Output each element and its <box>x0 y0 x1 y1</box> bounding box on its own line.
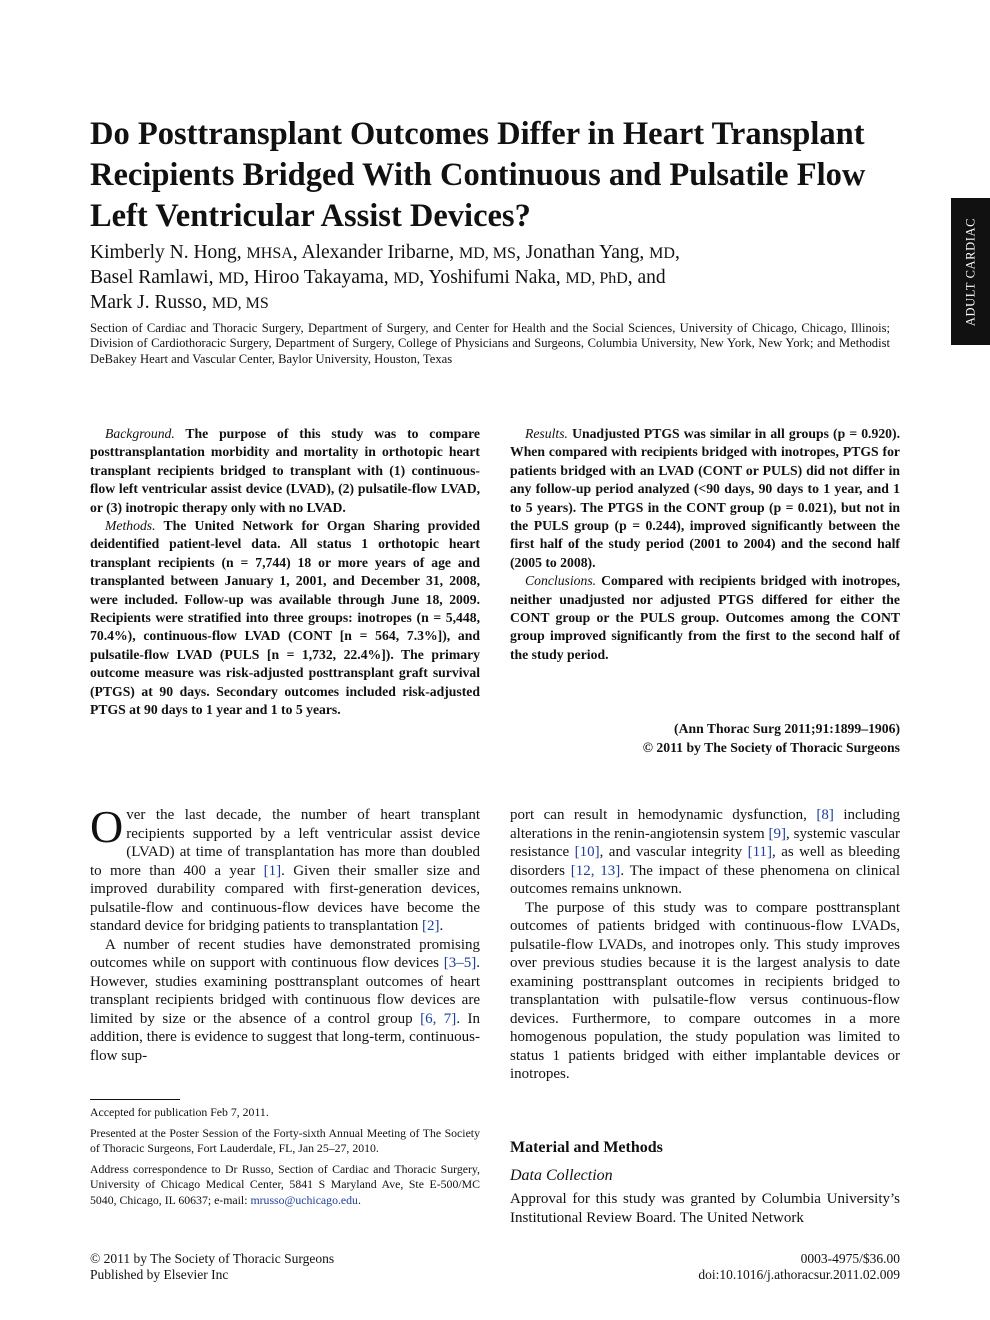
body-paragraph <box>90 801 481 936</box>
author-degrees: MHSA <box>246 245 293 262</box>
abstract-label: Background. <box>105 426 175 441</box>
abstract-background <box>90 425 480 517</box>
body-left-column <box>90 801 481 1065</box>
footnotes <box>90 1105 480 1213</box>
author-name: Mark J. Russo <box>90 292 203 313</box>
body-paragraph: Approval for this study was granted by Columbia University’s Institutional Review Board. The United Network <box>510 1191 900 1226</box>
citation-journal: (Ann Thorac Surg 2011;91:1899–1906) <box>674 721 900 736</box>
body-text: . However, studies examining posttransplant outcomes of heart transplant recipients bridged with continuous flow devices are limited by size or the absence of a control group <box>90 955 480 1027</box>
reference-link[interactable]: [2] <box>422 918 440 934</box>
footnote-text: Address correspondence to Dr Russo, Section of Cardiac and Thoracic Surgery, University of Chicago Medical Center, 5841 S Maryland Ave, Ste E-500/MC 5040, Chicago, IL 60637; e-mail: <box>90 1161 480 1207</box>
body-text: . In addition, there is evidence to suggest that long-term, continuous-flow sup- <box>90 1010 480 1064</box>
author-degrees: MD <box>393 270 420 287</box>
body-paragraph <box>510 806 900 899</box>
reference-link[interactable]: [10] <box>574 844 600 860</box>
author-list: Kimberly N. Hong, MHSA, Alexander Iribarne, MD, MS, Jonathan Yang, MD, Basel Ramlawi, MD, Hiroo Takayama, MD, Yoshifumi Naka, MD, PhD, and Mark J. Russo, MD, MS <box>90 242 680 313</box>
body-text: A number of recent studies have demonstrated promising outcomes while on support with continuous flow devices <box>90 936 480 971</box>
author-name: Yoshifumi Naka <box>428 267 556 288</box>
reference-link[interactable]: [1] <box>263 862 282 879</box>
footnote-divider <box>90 1099 180 1100</box>
author-name: Alexander Iribarne <box>301 242 450 263</box>
footnote-accepted: Accepted for publication Feb 7, 2011. <box>90 1105 269 1119</box>
abstract-label: Conclusions. <box>525 573 597 589</box>
footnote-text: . <box>357 1192 361 1207</box>
section-tab-label: ADULT CARDIAC <box>963 217 977 326</box>
footer-price: 0003-4975/$36.00 <box>800 1251 900 1266</box>
author-degrees: MD <box>649 245 675 262</box>
footer-copyright: © 2011 by The Society of Thoracic Surgeons <box>90 1251 335 1266</box>
reference-link[interactable]: [9] <box>768 825 787 842</box>
author-name: Hiroo Takayama <box>253 267 384 288</box>
article-title: Do Posttransplant Outcomes Differ in Heart Transplant Recipients Bridged With Continuous and Pulsatile Flow Left Ventricular Assist Devices? <box>90 116 866 234</box>
body-text: including alterations in the renin-angiotensin system <box>510 807 900 842</box>
body-text: . The impact of these phenomena on clinical outcomes remains unknown. <box>510 862 900 897</box>
footer-publisher: Published by Elsevier Inc <box>90 1266 229 1282</box>
body-text: , as well as bleeding disorders <box>510 844 901 879</box>
body-text: ver the last decade, the number of heart transplant recipients supported by a left ventricular assist device (LVAD) at time of transplantation has more than doubled to more than 400 a year <box>90 807 480 879</box>
reference-link[interactable]: [8] <box>816 807 834 823</box>
abstract-text: Unadjusted PTGS was similar in all groups (p = 0.920). When compared with recipients bridged with inotropes, PTGS for patients bridged with an LVAD (CONT or PULS) did not differ in any follow-up period analyzed (<90 days, 90 days to 1 year, and 1 to 5 years). The PTGS in the CONT group (p = 0.021), but not in the PULS group (p = 0.244), improved significantly between the first half of the study period (2001 to 2004) and the second half (2005 to 2008). <box>510 426 900 570</box>
abstract-right-column <box>510 425 900 664</box>
body-paragraph <box>90 936 480 1066</box>
page-footer-right <box>600 1251 900 1282</box>
journal-citation <box>510 719 900 757</box>
author-degrees: MD, MS <box>211 295 269 312</box>
affiliations: Section of Cardiac and Thoracic Surgery, Department of Surgery, and Center for Health and the Social Sciences, University of Chicago, Chicago, Illinois; Division of Cardiothoracic Surgery, Department of Surgery, College of Physicians and Surgeons, Columbia University, New York, New York; and Methodist DeBakey Heart and Vascular Center, Baylor University, Houston, Texas <box>90 321 890 366</box>
reference-link[interactable]: [12, 13] <box>570 862 621 879</box>
citation-copyright: © 2011 by The Society of Thoracic Surgeons <box>642 740 900 755</box>
section-heading: Material and Methods <box>510 1139 663 1156</box>
author-name: Jonathan Yang <box>525 242 640 263</box>
body-right-column <box>510 806 900 1084</box>
abstract-text: Compared with recipients bridged with inotropes, neither unadjusted nor adjusted PTGS differed for either the CONT group or the PULS group. Outcomes among the CONT group improved significantly from the first to the second half of the study period. <box>510 573 901 662</box>
author-degrees: MD, PhD <box>565 270 628 287</box>
footnote-address <box>90 1162 480 1209</box>
email-link[interactable]: mrusso@uchicago.edu <box>250 1192 358 1207</box>
reference-link[interactable]: [6, 7] <box>420 1010 457 1027</box>
abstract-methods <box>90 517 480 719</box>
author-name: Kimberly N. Hong <box>90 242 237 263</box>
reference-link[interactable]: [11] <box>747 844 773 860</box>
footnote-presented: Presented at the Poster Session of the Forty-sixth Annual Meeting of The Society of Thoracic Surgeons, Fort Lauderdale, FL, Jan 25–27, 2010. <box>90 1125 480 1155</box>
abstract-text: The United Network for Organ Sharing provided deidentified patient-level data. All status 1 orthotopic heart transplant recipients (n = 7,744) 18 or more years of age and transplanted between January 1, 2001, and December 31, 2008, were included. Follow-up was available through June 18, 2009. Recipients were stratified into three groups: inotropes (n = 5,448, 70.4%), continuous-flow LVAD (CONT [n = 564, 7.3%]), and pulsatile-flow LVAD (PULS [n = 1,732, 22.4%]). The primary outcome measure was risk-adjusted posttransplant graft survival (PTGS) at 90 days. Secondary outcomes included risk-adjusted PTGS at 90 days to 1 year and 1 to 5 years. <box>90 518 480 718</box>
footer-doi: doi:10.1016/j.athoracsur.2011.02.009 <box>698 1266 900 1282</box>
body-text: , systemic vascular resistance <box>510 825 900 860</box>
abstract-results <box>510 425 900 572</box>
reference-link[interactable]: [3–5] <box>443 955 477 971</box>
author-degrees: MD <box>218 270 245 287</box>
body-text: , and vascular integrity <box>599 844 748 860</box>
body-text: . Given their smaller size and improved durability compared with first-generation devices, pulsatile-flow and continuous-flow devices have become the standard device for bridging patients to transplantation <box>90 862 481 934</box>
abstract-label: Methods. <box>105 518 156 534</box>
body-text: port can result in hemodynamic dysfunction, <box>510 807 817 823</box>
abstract-conclusions <box>510 572 900 664</box>
body-paragraph: The purpose of this study was to compare posttransplant outcomes of patients bridged with continuous-flow LVADs, pulsatile-flow LVADs, and inotropes only. This study improves over previous studies because it is the largest analysis to date examining posttransplant outcomes in recipients bridged to transplantation with pulsatile-flow versus continuous-flow devices. Furthermore, to compare outcomes in a more homogenous population, the study population was limited to status 1 patients bridged with either implantable devices or inotropes. <box>510 899 900 1082</box>
author-name: Basel Ramlawi <box>90 267 209 288</box>
page-footer-left <box>90 1251 334 1282</box>
section-tab <box>951 198 990 345</box>
abstract-label: Results. <box>525 426 568 441</box>
drop-cap: O <box>90 801 124 852</box>
subsection-heading: Data Collection <box>510 1167 613 1184</box>
author-degrees: MD, MS <box>459 245 516 262</box>
abstract-text: The purpose of this study was to compare posttransplantation morbidity and mortality in orthotopic heart transplant recipients bridged to transplant with (1) continuous-flow left ventricular assist device (LVAD), (2) pulsatile-flow LVAD, or (3) inotropic therapy only with no LVAD. <box>90 426 480 515</box>
body-text: . <box>439 918 444 934</box>
body-right-column-continued <box>510 1190 900 1227</box>
abstract-left-column <box>90 425 480 720</box>
